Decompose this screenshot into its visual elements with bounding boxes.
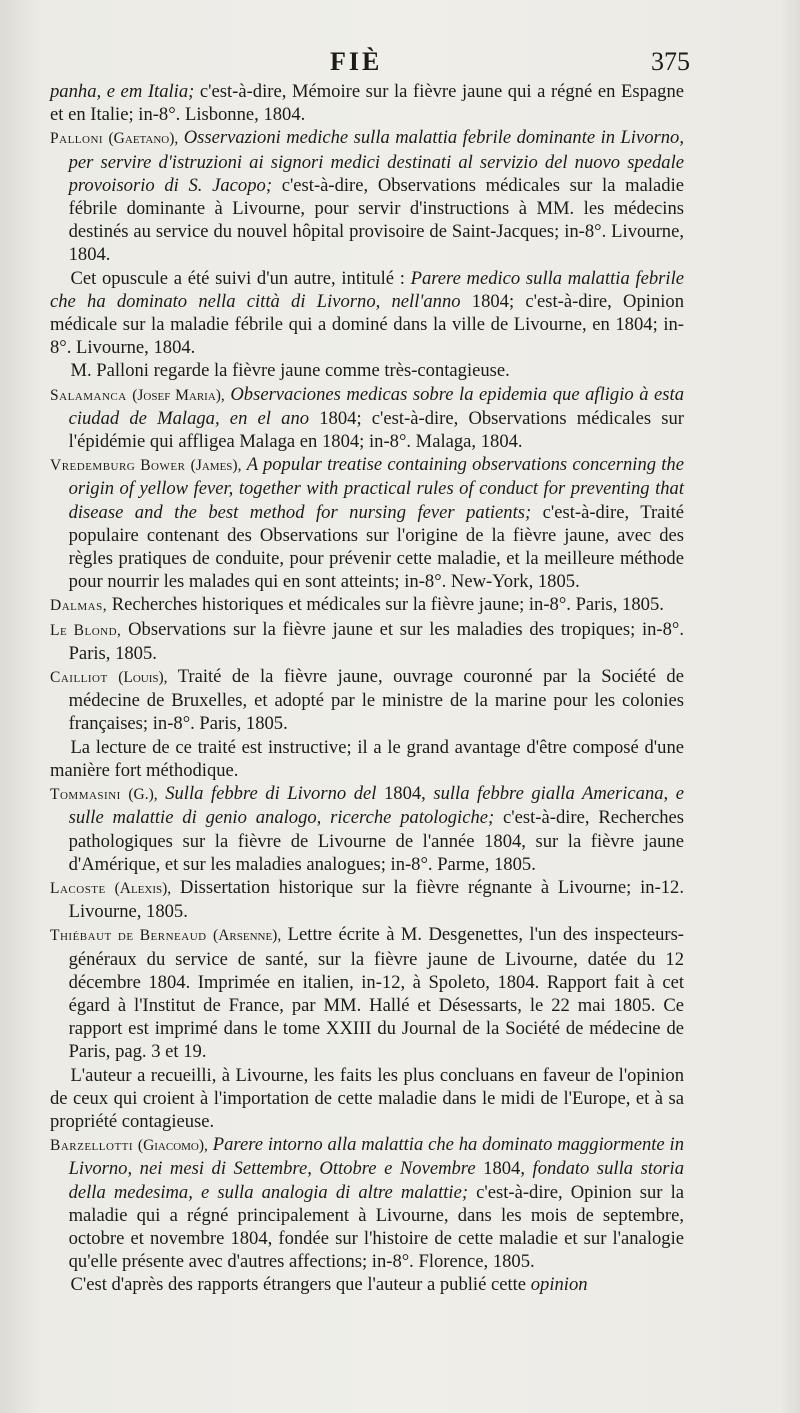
bibliography-entry <box>50 1133 684 1273</box>
entry-description: Traité de la fièvre jaune, ouvrage couronné par la Société de médecine de Bruxelles, et adopté par le ministre de la marine pour les colonies françaises; in-8°. Paris, 1805. <box>68 666 684 735</box>
entry-year: 1804, <box>475 1158 533 1180</box>
bibliography-entry <box>50 618 684 665</box>
entry-description: Lettre écrite à M. Desgenettes, l'un des inspecteurs-généraux du service de santé, sur la fièvre jaune de Livourne, datée du 12 décembre 1804. Imprimée en italien, in-12, à Spoleto, 1804. Rapport fait à cet égard à l'Institut de France, par MM. Hallé et Désessarts, le 22 mai 1805. Ce rapport est imprimé dans le tome XXIII du Journal de la Société de médecine de Paris, pag. 3 et 19. <box>68 924 684 1063</box>
bibliography-entry <box>50 126 684 266</box>
entry-year: 1804, <box>376 783 434 805</box>
entry-title: Parere intorno alla malattia che ha dominato maggiormente in Livorno, nei mesi di Settembre, Ottobre e Novembre <box>68 1134 685 1180</box>
entry-author: Le Blond, <box>50 621 122 639</box>
entry-author: Palloni <box>50 130 104 148</box>
entry-title: A popular treatise containing observations concerning the origin of yellow fever, together with practical rules of conduct for preventing that disease and the best method for nursing fever patients; <box>68 454 684 523</box>
entry-author: Barzellotti <box>50 1137 134 1155</box>
entry-title: Osservazioni mediche sulla malattia febrile dominante in Livorno, per servire d'istruzioni ai signori medici destinati al servizio del nuovo spedale provoisorio di S. Jacopo; <box>68 127 685 196</box>
entry-author: Lacoste <box>50 879 106 897</box>
running-title: FIÈ <box>330 47 383 76</box>
page-body <box>50 80 684 1297</box>
entry-given-name: (Giacomo), <box>137 1137 208 1155</box>
bibliography-entry <box>50 876 684 923</box>
commentary-paragraph <box>50 1064 684 1134</box>
entry-description: c'est-à-dire, Traité populaire contenant des Observations sur l'origine de la fièvre jaune, avec des règles pratiques de conduite, pour prévenir cette maladie, et la meilleure méthode pour nourrir les malades qui en sont atteints; in-8°. New-York, 1805. <box>68 501 684 593</box>
entry-given-name: (G.), <box>128 786 158 804</box>
entry-author: Thiébaut de Berneaud <box>50 927 207 945</box>
entry-description: c'est-à-dire, Opinion sur la maladie qui a régné principalement à Livourne, dans les mois de septembre, octobre et novembre 1804, fondée sur l'histoire de cette maladie et sur l'analogie qu'elle présente avec d'autres affections; in-8°. Florence, 1805. <box>68 1181 684 1273</box>
bibliography-entry <box>50 923 684 1063</box>
bibliography-entry <box>50 453 684 593</box>
note-text: C'est d'après des rapports étrangers que l'auteur a publié cette <box>70 1274 531 1296</box>
entry-description: c'est-à-dire, Mémoire sur la fièvre jaune qui a régné en Espagne et en Italie; in-8°. Lisbonne, 1804. <box>50 81 684 126</box>
entry-title: Sulla febbre di Livorno del <box>165 783 377 805</box>
entry-title: panha, e em Italia; <box>50 81 195 102</box>
entry-given-name: (Josef Maria), <box>132 386 225 404</box>
entry-author: Vredemburg Bower <box>50 457 186 475</box>
entry-description: c'est-à-dire, Observations médicales sur la maladie fébrile dominante à Livourne, pour servir d'instructions à MM. les médecins destinés au service du nouvel hôpital provisoire de Saint-Jacques; in-8°. Livourne, 1804. <box>68 174 684 266</box>
note-text: La lecture de ce traité est instructive; il a le grand avantage d'être composé d'une manière fort méthodique. <box>50 736 684 781</box>
entry-given-name: (Alexis), <box>114 879 172 897</box>
entry-author: Salamanca <box>50 386 127 404</box>
entry-title: Observaciones medicas sobre la epidemia que afligio à esta ciudad de Malaga, en el ano <box>68 383 684 429</box>
note-text: L'auteur a recueilli, à Livourne, les faits les plus concluans en faveur de l'opinion de ceux qui croient à l'importation de cette maladie dans le midi de l'Europe, et à sa propriété contagieuse. <box>50 1064 684 1132</box>
page-header <box>0 45 800 81</box>
page-number: 375 <box>651 47 690 76</box>
entry-author: Tommasini <box>50 786 121 804</box>
entry-description: Observations sur la fièvre jaune et sur les maladies des tropiques; in-8°. Paris, 1805. <box>68 618 685 664</box>
note-rest: 1804; c'est-à-dire, Opinion médicale sur la maladie fébrile qui a dominé dans la ville de Livourne, en 1804; in-8°. Livourne, 1804. <box>50 290 684 359</box>
entry-author: Dalmas, <box>50 597 108 615</box>
entry-author: Cailliot <box>50 669 108 687</box>
entry-given-name: (James), <box>190 457 242 475</box>
bibliography-entry <box>50 383 684 454</box>
entry-description: c'est-à-dire, Recherches pathologiques sur la fièvre de Livourne de l'année 1804, sur la fièvre jaune d'Amérique, et sur les maladies analogues; in-8°. Parme, 1805. <box>68 807 685 875</box>
commentary-paragraph <box>50 736 684 782</box>
note-text: M. Palloni regarde la fièvre jaune comme très-contagieuse. <box>70 360 510 382</box>
entry-title-continued: sulla febbre gialla Americana, e sulle malattie di genio analogo, ricerche patologiche; <box>68 783 684 829</box>
commentary-paragraph <box>50 1273 684 1296</box>
bibliography-entry <box>50 593 684 617</box>
entry-given-name: (Arsenne), <box>213 927 282 945</box>
bibliography-entry <box>50 782 684 876</box>
commentary-paragraph <box>50 267 684 360</box>
note-title: opinion <box>530 1274 588 1296</box>
entry-title-continued: fondato sulla storia della medesima, e sulla analogia di altre malattie; <box>68 1158 684 1203</box>
entry-description: Dissertation historique sur la fièvre régnante à Livourne; in-12. Livourne, 1805. <box>68 876 685 923</box>
note-title: Parere medico sulla malattia febrile che ha dominato nella città di Livorno, nell'anno <box>50 267 684 312</box>
entry-given-name: (Gaetano), <box>108 130 179 148</box>
entry-description: 1804; c'est-à-dire, Observations médicales sur l'épidémie qui affligea Malaga en 1804; in-8°. Malaga, 1804. <box>68 407 684 453</box>
bibliography-entry-continuation <box>50 80 684 126</box>
bibliography-entry <box>50 665 684 736</box>
entry-given-name: (Louis), <box>118 669 168 687</box>
note-text: Cet opuscule a été suivi d'un autre, intitulé : <box>70 267 411 289</box>
commentary-paragraph <box>50 359 684 382</box>
entry-description: Recherches historiques et médicales sur la fièvre jaune; in-8°. Paris, 1805. <box>107 594 664 616</box>
